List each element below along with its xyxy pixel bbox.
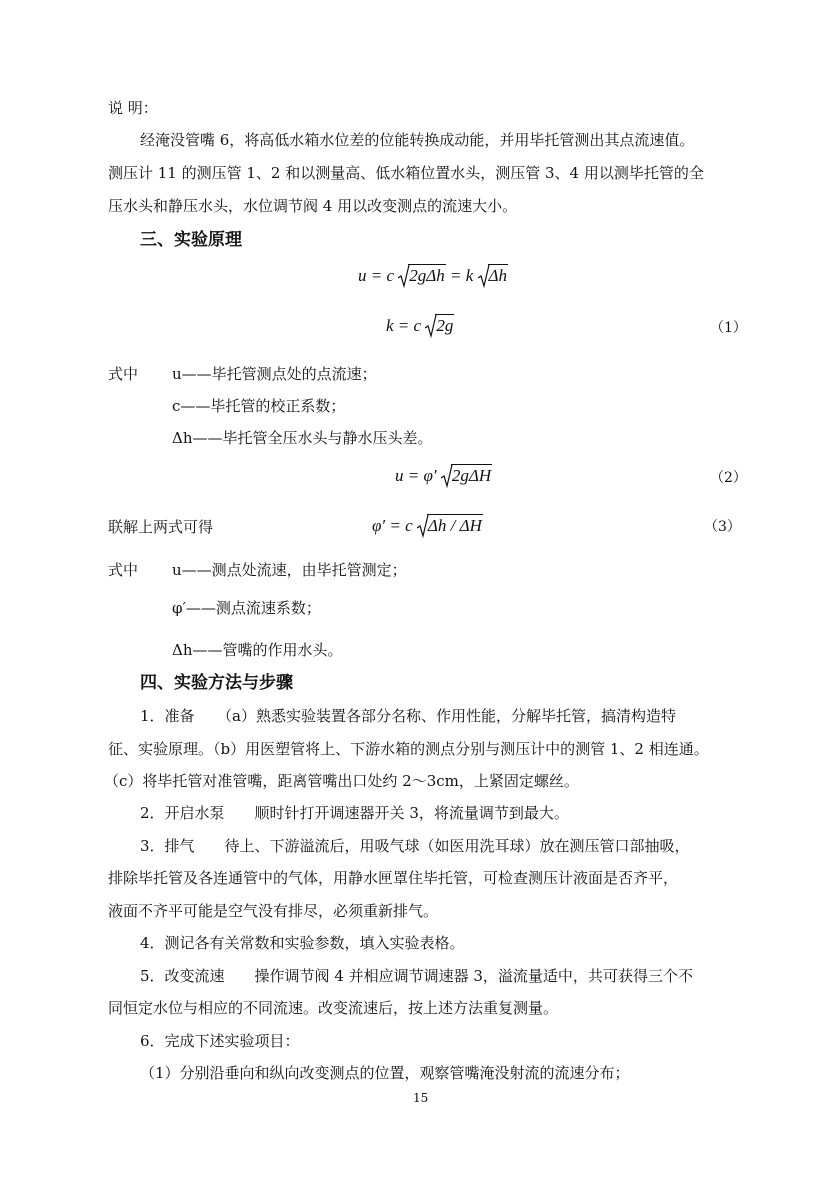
- formula-3-lhs: φ′ = c: [372, 516, 413, 535]
- sqrt-symbol: [425, 314, 454, 338]
- step-line: 排除毕托管及各连通管中的气体，用静水匣罩住毕托管，可检查测压计液面是否齐平，: [108, 869, 679, 887]
- step-line: 6．完成下述实验项目：: [140, 1032, 300, 1050]
- formula-2: [395, 464, 492, 488]
- formula-1b-lhs: k = c: [386, 316, 422, 335]
- where2-item-dh: Δh——管嘴的作用水头。: [172, 641, 343, 659]
- note-line-2: 测压计 11 的测压管 1、2 和以测量高、低水箱位置水头，测压管 3、4 用以测毕托管的全: [108, 164, 704, 182]
- step-line: 4．测记各有关常数和实验参数，填入实验表格。: [140, 934, 465, 952]
- formula-1a-lhs: u = c: [358, 266, 395, 285]
- where-label-2: 式中: [108, 561, 139, 579]
- formula-3: [372, 514, 483, 538]
- formula-2-root: 2gΔH: [451, 466, 492, 485]
- step-line: （c）将毕托管对准管嘴，距离管嘴出口处约 2～3cm，上紧固定螺丝。: [104, 772, 579, 790]
- where2-item-u: u——测点处流速，由毕托管测定；: [172, 561, 407, 579]
- equation-number-1: （1）: [710, 320, 747, 336]
- formula-1a-root1: 2gΔh: [409, 266, 445, 285]
- step-line: 5．改变流速 操作调节阀 4 并相应调节调速器 3，溢流量适中，共可获得三个不: [140, 967, 693, 985]
- where-item-c: c——毕托管的校正系数；: [172, 397, 346, 415]
- radical-icon: [441, 464, 453, 488]
- step-line: 2．开启水泵 顺时针打开调速器开关 3，将流量调节到最大。: [140, 804, 569, 822]
- radical-icon: [398, 264, 410, 288]
- sqrt-symbol: [398, 264, 445, 288]
- step-line: 同恒定水位与相应的不同流速。改变流速后，按上述方法重复测量。: [108, 999, 559, 1017]
- section-4-heading: 四、实验方法与步骤: [140, 673, 293, 693]
- formula-2-lhs: u = φ′: [395, 466, 437, 485]
- where-label-1: 式中: [108, 365, 139, 383]
- formula-1b: [386, 314, 454, 338]
- step-line: 液面不齐平可能是空气没有排尽，必须重新排气。: [108, 902, 439, 920]
- section-3-heading: 三、实验原理: [140, 230, 242, 250]
- note-line-3: 压水头和静压水头，水位调节阀 4 用以改变测点的流速大小。: [108, 197, 518, 215]
- step-line: 1．准备 （a）熟悉实验装置各部分名称、作用性能，分解毕托管，搞清构造特: [140, 707, 676, 725]
- where-item-u: u——毕托管测点处的点流速；: [172, 365, 377, 383]
- equation-number-2: （2）: [710, 470, 747, 486]
- step-line: 征、实验原理。（b）用医塑管将上、下游水箱的测点分别与测压计中的测管 1、2 相连通。: [108, 740, 709, 758]
- where2-item-phi: φ′——测点流速系数；: [172, 599, 321, 617]
- sqrt-symbol: [441, 464, 492, 488]
- combine-label: 联解上两式可得: [108, 518, 214, 536]
- page-number: 15: [413, 1091, 429, 1105]
- formula-1b-root: 2g: [436, 316, 454, 335]
- note-line-1: 经淹没管嘴 6，将高低水箱水位差的位能转换成动能，并用毕托管测出其点流速值。: [140, 131, 695, 149]
- formula-1a-mid: = k: [450, 266, 474, 285]
- equation-number-3: （3）: [704, 519, 741, 535]
- radical-icon: [478, 264, 490, 288]
- formula-1a: [358, 264, 508, 288]
- formula-1a-root2: Δh: [488, 266, 508, 285]
- formula-3-root: Δh / ΔH: [427, 516, 482, 535]
- where-item-dh: Δh——毕托管全压水头与静水压头差。: [172, 429, 433, 447]
- sqrt-symbol: [417, 514, 483, 538]
- sqrt-symbol: [478, 264, 508, 288]
- step-line: 3．排气 待上、下游溢流后，用吸气球（如医用洗耳球）放在测压管口部抽吸，: [140, 837, 690, 855]
- note-label: 说 明：: [108, 99, 158, 117]
- step-line: （1）分别沿垂向和纵向改变测点的位置，观察管嘴淹没射流的流速分布；: [140, 1064, 630, 1082]
- radical-icon: [417, 514, 429, 538]
- radical-icon: [425, 314, 437, 338]
